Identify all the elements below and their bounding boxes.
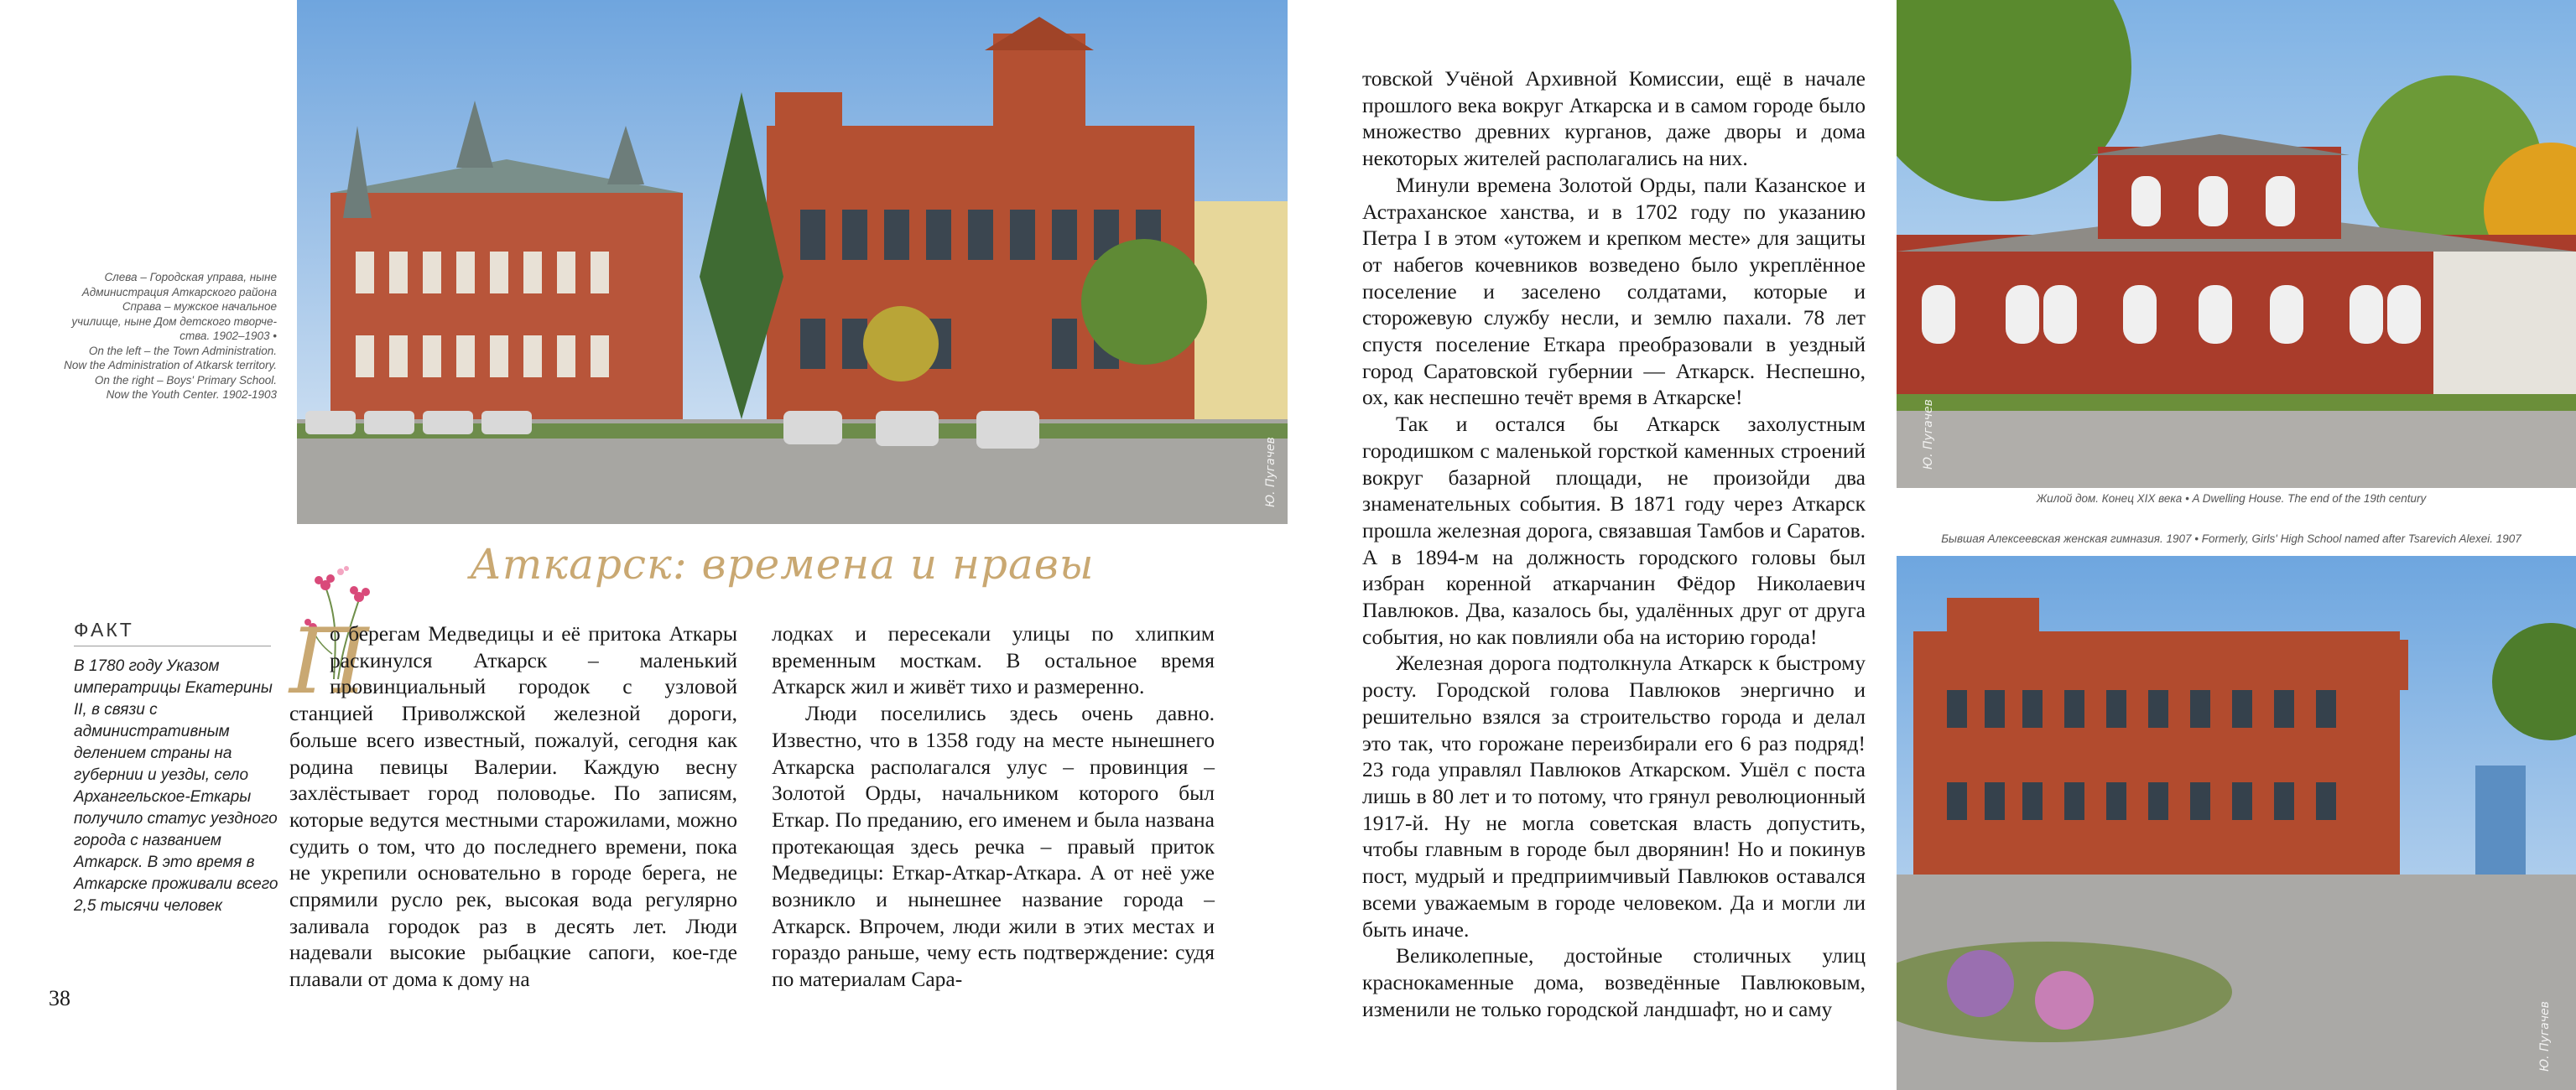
caption-line: Справа – мужское начальное	[122, 300, 277, 313]
text-column-2	[772, 620, 1215, 993]
caption-line: Слева – Городская управа, ныне	[104, 271, 277, 283]
caption-line: Now the Youth Center. 1902-1903	[106, 388, 277, 401]
caption-girls-gymnasium: Бывшая Алексеевская женская гимназия. 1907 • Formerly, Girls' High School named after Tsarevich Alexei. 1907	[1941, 532, 2521, 545]
caption-line: ства. 1902–1903 •	[180, 330, 277, 342]
paragraph: товской Учёной Архивной Комиссии, ещё в начале прошлого века вокруг Аткарска и в самом городе было множество древних курганов, даже дворы и дома некоторых жителей располагались на них.	[1362, 66, 1866, 171]
paragraph: лодках и пересекали улицы по хлипким временным мосткам. В остальное время Аткарск жил и живёт тихо и размеренно.	[772, 621, 1215, 699]
text-column-1	[289, 610, 737, 993]
caption-line: Now the Administration of Atkarsk territory.	[64, 359, 277, 371]
photo-caption-left	[34, 270, 277, 402]
caption-dwelling-house: Жилой дом. Конец XIX века • A Dwelling House. The end of the 19th century	[2036, 492, 2427, 505]
photo-credit: Ю. Пугачев	[1922, 399, 1935, 470]
text-column-3	[1362, 65, 1866, 1022]
paragraph: Минули времена Золотой Орды, пали Казанское и Астраханское ханства, и в 1702 году по указанию Петра I в этом «утожем и крепком месте» для защиты от набегов кочевников возведено было укреплённое поселение и заселено солдатами, которые и сторожевую службу несли, и землю пахали. 78 лет спустя поселение Еткара преобразовали в уездный город Саратовской губернии — Аткарск. Неспешно, ох, как неспешно течёт время в Аткарске!	[1362, 172, 1866, 410]
photo-dwelling-house	[1897, 0, 2576, 488]
caption-line: On the right – Boys' Primary School.	[94, 373, 277, 387]
fact-heading: ФАКТ	[74, 619, 134, 641]
article-title: Аткарск: времена и нравы	[470, 540, 1095, 589]
page-number: 38	[49, 986, 70, 1010]
paragraph: Железная дорога подтолкнула Аткарск к быстрому росту. Городской голова Павлюков энергично и решительно взялся за строительство города и делал это так, что горожане переизбирали его 6 раз подряд! 23 года управлял Павлюков Аткарском. Ушёл с поста лишь в 80 лет и то потому, что грянул революционный 1917-й. Ну не могла советская власть допустить, чтобы главным в городе был дворянин! Но и покинув пост, мудрый и предприимчивый Павлюков оставался всеми уважаемым в городе человеком. Да и могли ли быть иначе.	[1362, 651, 1866, 942]
photo-town-administration	[297, 0, 1288, 524]
paragraph: о берегам Медведицы и её притока Аткары раскинулся Аткарск – маленький провинциальный городок с узловой станцией Приволжской железной дороги, больше всего известный, пожалуй, сегодня как родина певицы Валерии. Каждую весну захлёстывает город половодье. По записям, которые ведутся местными старожилами, можно судить о том, что до последнего времени, пока не укрепили основательно в городе берега, не спрямили русло рек, высокая вода регулярно заливала городок раз в десять лет. Люди надевали высокие рыбацкие сапоги, кое-где плавали от дома к дому на	[289, 621, 737, 992]
drop-cap: П	[289, 610, 369, 714]
paragraph: Так и остался бы Аткарск захолустным городишком с маленькой горсткой каменных строений вокруг базарной площади, не произойди два знаменательных события. В 1871 году через Аткарск прошла железная дорога, связавшая Тамбов и Саратов. А в 1894-м на должность городского головы был избран коренной аткарчанин Фёдор Николаевич Павлюков. Два, казалось бы, удалённых друг от друга события, но как повлияли оба на историю города!	[1362, 412, 1866, 649]
photo-girls-gymnasium	[1897, 556, 2576, 1090]
caption-line: On the left – the Town Administration.	[88, 344, 277, 357]
photo-credit: Ю. Пугачев	[1264, 437, 1278, 507]
paragraph: Великолепные, достойные столичных улиц краснокаменные дома, возведённые Павлюковым, изменили не только городской ландшафт, но и саму	[1362, 943, 1866, 1021]
photo-credit: Ю. Пугачев	[2538, 1001, 2552, 1072]
caption-line: Администрация Аткарского района	[81, 285, 277, 298]
caption-line: училище, ныне Дом детского творче-	[71, 314, 277, 328]
fact-text: В 1780 году Указом императрицы Екатерины II, в связи с административным делением страны на губернии и уезды, село Архангельское-Еткары получило статус уездного города с названием Аткарск. В это время в Аткарске проживали всего 2,5 тысячи человек	[74, 657, 278, 915]
paragraph: Люди поселились здесь очень давно. Известно, что в 1358 году на месте нынешнего Аткарска располагался улус – провинция – Золотой Орды, начальником которого был Еткар. По преданию, его именем и была названа протекающая здесь речка – правый приток Медведицы: Еткар-Аткар-Аткара. А от неё уже возникло и нынешнее название города – Аткарск. Впрочем, люди жили в этих местах и гораздо раньше, чему есть подтверждение: судя по материалам Сара-	[772, 701, 1215, 992]
